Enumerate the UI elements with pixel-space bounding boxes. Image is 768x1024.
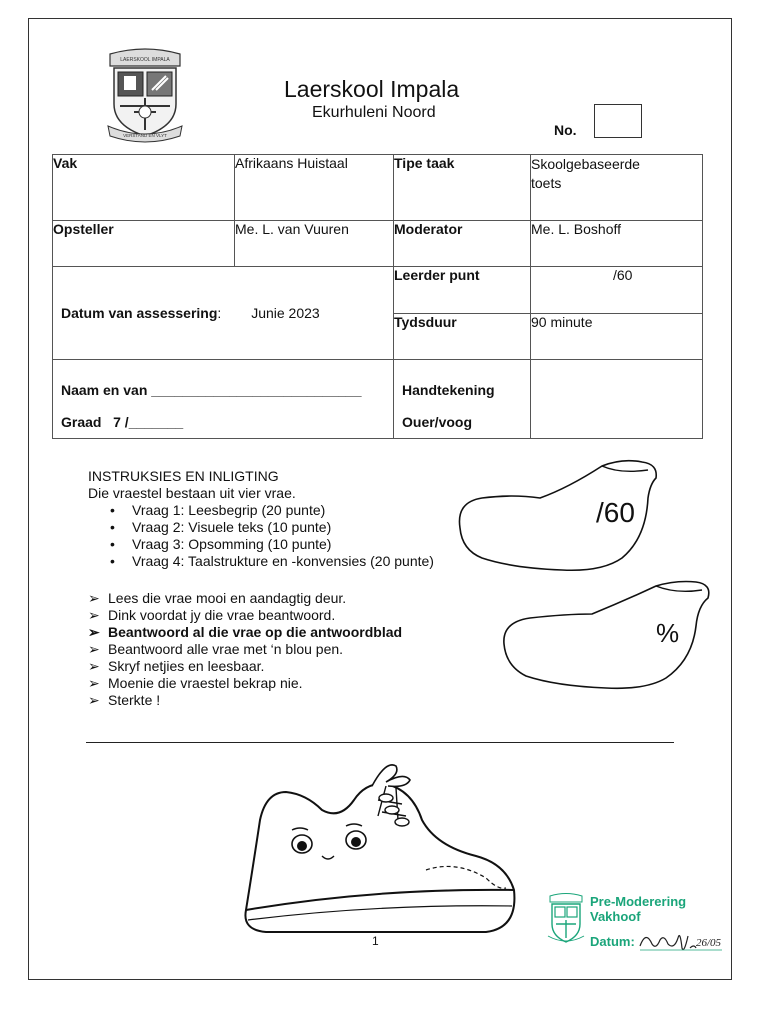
district-name: Ekurhuleni Noord bbox=[312, 104, 436, 121]
list-item: • Vraag 2: Visuele teks (10 punte) bbox=[110, 519, 332, 535]
page-number: 1 bbox=[372, 934, 379, 948]
instructions-heading: INSTRUKSIES EN INLIGTING bbox=[88, 468, 279, 484]
svg-text:LAERSKOOL IMPALA: LAERSKOOL IMPALA bbox=[120, 57, 170, 63]
moderator-label: Moderator bbox=[394, 221, 463, 237]
score-clog-illustration bbox=[452, 458, 664, 576]
ouer-voog-label: Ouer/voog bbox=[402, 414, 473, 430]
percent-clog-illustration bbox=[496, 580, 718, 694]
school-name: Laerskool Impala bbox=[284, 76, 460, 102]
stamp-date-label: Datum: bbox=[590, 934, 635, 949]
tips-list bbox=[88, 590, 402, 709]
arrow-bullet-icon: ➢ bbox=[88, 675, 100, 691]
percent-clog-label: % bbox=[656, 618, 680, 648]
list-item: ➢ Moenie die vraestel bekrap nie. bbox=[88, 675, 303, 691]
smiling-sneaker-illustration bbox=[236, 760, 526, 936]
number-box[interactable] bbox=[594, 104, 642, 138]
opsteller-value: Me. L. van Vuuren bbox=[235, 221, 349, 237]
datum-label: Datum van assessering bbox=[61, 305, 218, 321]
stamp-line-1: Pre-Moderering bbox=[590, 894, 687, 909]
naam-en-van-field[interactable]: Naam en van ___________________________ bbox=[61, 382, 362, 398]
datum-colon: : bbox=[217, 305, 222, 321]
stamp-crest-icon bbox=[546, 892, 586, 946]
bullet-icon: • bbox=[110, 536, 115, 552]
arrow-bullet-icon: ➢ bbox=[88, 658, 100, 674]
number-label: No. bbox=[554, 122, 577, 138]
handwritten-signature bbox=[638, 926, 724, 954]
svg-text:26/05: 26/05 bbox=[696, 937, 722, 949]
instructions-section bbox=[88, 468, 434, 570]
tipe-taak-label: Tipe taak bbox=[394, 155, 455, 171]
graad-field[interactable]: Graad 7 /_______ bbox=[61, 414, 184, 430]
tydsduur-value: 90 minute bbox=[531, 314, 593, 330]
question-list bbox=[88, 502, 434, 570]
arrow-bullet-icon: ➢ bbox=[88, 607, 100, 623]
arrow-bullet-icon: ➢ bbox=[88, 624, 100, 640]
arrow-bullet-icon: ➢ bbox=[88, 641, 100, 657]
list-item: • Vraag 4: Taalstrukture en -konvensies (20 punte) bbox=[110, 553, 434, 569]
list-item: ➢ Skryf netjies en leesbaar. bbox=[88, 658, 265, 674]
school-crest-logo bbox=[104, 46, 186, 144]
vak-value: Afrikaans Huistaal bbox=[235, 155, 348, 171]
list-item: ➢ Lees die vrae mooi en aandagtig deur. bbox=[88, 590, 347, 606]
bullet-icon: • bbox=[110, 519, 115, 535]
bullet-icon: • bbox=[110, 553, 115, 569]
leerder-punt-value: /60 bbox=[613, 267, 633, 283]
score-clog-label: /60 bbox=[596, 497, 635, 528]
datum-value: Junie 2023 bbox=[251, 305, 320, 321]
leerder-punt-label: Leerder punt bbox=[394, 267, 480, 283]
instructions-intro: Die vraestel bestaan uit vier vrae. bbox=[88, 485, 296, 501]
moderator-value: Me. L. Boshoff bbox=[531, 221, 622, 237]
tydsduur-label: Tydsduur bbox=[394, 314, 457, 330]
arrow-bullet-icon: ➢ bbox=[88, 692, 100, 708]
list-item: ➢ Dink voordat jy die vrae beantwoord. bbox=[88, 607, 336, 623]
stamp-line-2: Vakhoof bbox=[590, 909, 641, 924]
svg-text:VERSTAND EN VLYT: VERSTAND EN VLYT bbox=[123, 133, 167, 138]
tipe-taak-value: Skoolgebaseerde toets bbox=[531, 156, 640, 191]
signature-field[interactable] bbox=[531, 360, 703, 439]
section-divider bbox=[86, 742, 674, 743]
arrow-bullet-icon: ➢ bbox=[88, 590, 100, 606]
assessment-info-table bbox=[52, 154, 703, 439]
list-item: • Vraag 3: Opsomming (10 punte) bbox=[110, 536, 332, 552]
handtekening-label: Handtekening bbox=[402, 382, 495, 398]
opsteller-label: Opsteller bbox=[53, 221, 114, 237]
vak-label: Vak bbox=[53, 155, 78, 171]
bullet-icon: • bbox=[110, 502, 115, 518]
list-item: ➢ Beantwoord al die vrae op die antwoordblad bbox=[88, 624, 403, 640]
list-item: ➢ Sterkte ! bbox=[88, 692, 161, 708]
list-item: • Vraag 1: Leesbegrip (20 punte) bbox=[110, 502, 326, 518]
list-item: ➢ Beantwoord alle vrae met ‘n blou pen. bbox=[88, 641, 344, 657]
